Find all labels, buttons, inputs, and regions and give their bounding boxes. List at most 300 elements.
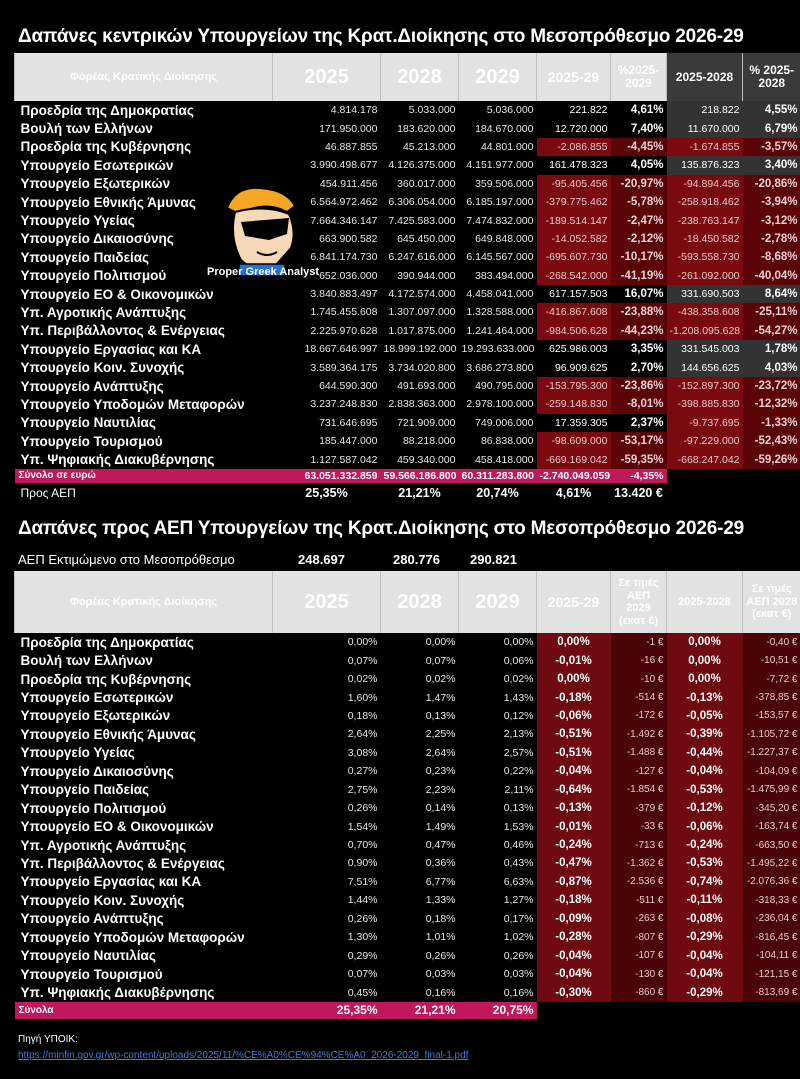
eur-2029: -860 €	[611, 983, 667, 1001]
diff-2028: 11.670.000	[667, 119, 743, 137]
agency-name: Υπουργείο Παιδείας	[20, 249, 150, 265]
value-2025: 2.225.970.628	[310, 324, 378, 337]
diff-2028: -0,53%	[667, 854, 743, 872]
gdp-estimate-2029: 290.821	[470, 552, 517, 567]
value-2025: 4.814.178	[330, 104, 378, 117]
value-2028: 721.909.000	[397, 416, 456, 429]
ratio-2025: 7,51%	[347, 875, 378, 888]
ratio-2029: 0,12%	[503, 709, 534, 722]
ratio-2028: 1,01%	[425, 931, 456, 944]
ratio-2028: 0,00%	[425, 636, 456, 649]
table-row	[15, 799, 800, 817]
value-2029: 184.670.000	[475, 122, 534, 135]
header-pct-2028: % 2025-2028	[743, 53, 800, 101]
table-row	[15, 138, 800, 156]
ratio-2028: 0,14%	[425, 802, 456, 815]
ratio-2028: 0,02%	[425, 673, 456, 686]
pct-2028: -25,11%	[743, 303, 800, 321]
eur-2028: -816,45 €	[743, 928, 800, 946]
pct-2028: 6,79%	[743, 119, 800, 137]
header-agency: Φορέας Κρατικής Διοίκησης	[15, 53, 273, 101]
ratio-2029: 0,16%	[503, 986, 534, 999]
ratio-2028: 0,03%	[425, 968, 456, 981]
value-2029: 649.848.000	[475, 232, 534, 245]
source-link[interactable]: https://minfin.gov.gr/wp-content/uploads/2025/11/%CE%A0%CE%94%CE%A0_2026-2029_final-1.pdf	[18, 1050, 469, 1061]
value-2028: 360.017.000	[397, 177, 456, 190]
agency-name: Υπουργείο ΕΟ & Οικονομικών	[20, 286, 214, 302]
eur-2028: -121,15 €	[743, 965, 800, 983]
diff-2028: -0,39%	[667, 725, 743, 743]
ratio-2028: 0,07%	[425, 654, 456, 667]
eur-2029: -807 €	[611, 928, 667, 946]
eur-2028: -318,33 €	[743, 891, 800, 909]
diff-2029: -0,24%	[537, 836, 611, 854]
total-row	[15, 1002, 800, 1019]
header-2029: 2029	[459, 53, 537, 101]
diff-2029: -0,04%	[537, 946, 611, 964]
diff-2029: 161.478.323	[537, 156, 611, 174]
value-2028: 6.247.616.000	[388, 251, 456, 264]
pct-2029: -4,45%	[611, 138, 667, 156]
diff-2028: -0,29%	[667, 928, 743, 946]
ratio-2029: 0,00%	[503, 636, 534, 649]
table-row	[15, 946, 800, 964]
value-2028: 645.450.000	[397, 232, 456, 245]
pct-2029: -23,88%	[611, 303, 667, 321]
table-row	[15, 983, 800, 1001]
diff-2028: -1.208.095.628	[667, 322, 743, 340]
table-row	[15, 965, 800, 983]
table-row	[15, 873, 800, 891]
eur-2028: -104,11 €	[743, 946, 800, 964]
table-row	[15, 854, 800, 872]
pct-2028: -2,78%	[743, 230, 800, 248]
gdp-diff-2029: 4,61%	[555, 485, 592, 500]
value-2029: 1.328.588.000	[466, 306, 534, 319]
diff-2028: 0,00%	[667, 670, 743, 688]
ratio-2025: 0,90%	[347, 857, 378, 870]
diff-2029: 0,00%	[537, 670, 611, 688]
agency-name: Υπουργείο Εσωτερικών	[20, 157, 174, 173]
eur-2028: -153,57 €	[743, 707, 800, 725]
ratio-2025: 0,70%	[347, 839, 378, 852]
pct-2029: -59,35%	[611, 450, 667, 468]
value-2029: 5.036.000	[486, 104, 534, 117]
table-row	[15, 119, 800, 137]
table2-title: Δαπάνες προς ΑΕΠ Υπουργείων της Κρατ.Διοίκησης στο Μεσοπρόθεσμο 2026-29	[18, 518, 744, 539]
agency-name: Υπουργείο Ναυτιλίας	[20, 415, 156, 431]
agency-name: Υπουργείο Εθνικής Άμυνας	[20, 194, 196, 210]
agency-name: Υπουργείο Υγείας	[20, 213, 135, 229]
value-2028: 2.838.363.000	[388, 398, 456, 411]
diff-2028: -258.918.462	[667, 193, 743, 211]
agency-name: Υπουργείο Δικαιοσύνης	[20, 763, 174, 779]
pct-2029: -23,86%	[611, 377, 667, 395]
diff-2029: -0,01%	[537, 817, 611, 835]
table-row	[15, 725, 800, 743]
diff-2029: -153.795.300	[537, 377, 611, 395]
total-diff-2029: -2.740.049.059	[537, 469, 611, 483]
total-2025: 25,35%	[273, 1002, 381, 1019]
diff-2028: -0,05%	[667, 707, 743, 725]
eur-2028: -1.227,37 €	[743, 744, 800, 762]
table1-header-row	[15, 53, 800, 101]
eur-2028: -1.475,99 €	[743, 781, 800, 799]
eur-2029: -1 €	[611, 633, 667, 651]
value-2028: 88.218.000	[402, 435, 456, 448]
value-2029: 44.801.000	[480, 140, 534, 153]
pct-2029: -20,97%	[611, 175, 667, 193]
ratio-2029: 0,03%	[503, 968, 534, 981]
diff-2028: -152.897.300	[667, 377, 743, 395]
agency-name: Υπ. Περιβάλλοντος & Ενέργειας	[20, 855, 225, 871]
value-2028: 459.340.000	[397, 453, 456, 466]
pct-2028: 4,55%	[743, 101, 800, 119]
diff-2028: -0,74%	[667, 873, 743, 891]
pct-2029: -41,19%	[611, 267, 667, 285]
total-label: Σύνολο σε ευρώ	[15, 469, 273, 483]
value-2029: 3.686.273.800	[466, 361, 534, 374]
diff-2029: -0,04%	[537, 762, 611, 780]
diff-2028: 0,00%	[667, 651, 743, 669]
ratio-2029: 0,17%	[503, 912, 534, 925]
diff-2028: -9.737.695	[667, 414, 743, 432]
ratio-2025: 0,07%	[347, 654, 378, 667]
ratio-2029: 0,46%	[503, 839, 534, 852]
diff-2029: -259.148.830	[537, 395, 611, 413]
diff-2028: -438.358.608	[667, 303, 743, 321]
eur-2029: -107 €	[611, 946, 667, 964]
eur-2029: -379 €	[611, 799, 667, 817]
diff-2028: 135.876.323	[667, 156, 743, 174]
pct-2028: -23,72%	[743, 377, 800, 395]
gdp-estimate-2025: 248.697	[298, 552, 345, 567]
diff-2029: -0,47%	[537, 854, 611, 872]
diff-2028: -668.247.042	[667, 450, 743, 468]
diff-2028: -0,11%	[667, 891, 743, 909]
diff-2028: 218.822	[667, 101, 743, 119]
agency-name: Υπουργείο ΕΟ & Οικονομικών	[20, 819, 214, 835]
header-2029: 2029	[459, 571, 537, 633]
table-row	[15, 891, 800, 909]
value-2029: 1.241.464.000	[466, 324, 534, 337]
total-2025: 63.051.332.859	[273, 469, 381, 483]
diff-2028: -0,44%	[667, 744, 743, 762]
total-2029: 20,75%	[459, 1002, 537, 1019]
ratio-2025: 0,07%	[347, 968, 378, 981]
table-row	[15, 817, 800, 835]
ratio-2028: 0,47%	[425, 839, 456, 852]
value-2025: 3.990.498.677	[310, 159, 378, 172]
eur-2029: -263 €	[611, 910, 667, 928]
ratio-2029: 6,63%	[503, 875, 534, 888]
eur-2029: -127 €	[611, 762, 667, 780]
header-eur-2028: Σε τιμές ΑΕΠ 2028 (εκατ €)	[743, 571, 800, 633]
agency-name: Υπ. Ψηφιακής Διακυβέρνησης	[20, 452, 215, 468]
value-2029: 4.458.041.000	[466, 288, 534, 301]
table-row	[15, 688, 800, 706]
ratio-2028: 0,26%	[425, 949, 456, 962]
agency-name: Υπουργείο Τουρισμού	[20, 966, 163, 982]
eur-2029: -2.536 €	[611, 873, 667, 891]
table-row	[15, 230, 800, 248]
value-2025: 1.127.587.042	[310, 453, 378, 466]
table-row	[15, 928, 800, 946]
table-row	[15, 193, 800, 211]
ratio-2029: 2,13%	[503, 728, 534, 741]
total-2029: 60.311.283.800	[459, 469, 537, 483]
value-2025: 171.950.000	[319, 122, 378, 135]
diff-2029: -695.607.730	[537, 248, 611, 266]
watermark-text: Proper Greek Analyst	[207, 266, 320, 278]
diff-2029: -984.506.628	[537, 322, 611, 340]
pct-2029: 4,61%	[611, 101, 667, 119]
ratio-2029: 0,26%	[503, 949, 534, 962]
pct-2029: 3,35%	[611, 340, 667, 358]
eur-2028: -163,74 €	[743, 817, 800, 835]
table-row	[15, 248, 800, 266]
eur-2028: -1.495,22 €	[743, 854, 800, 872]
agency-name: Υπουργείο Ναυτιλίας	[20, 948, 156, 964]
ratio-2029: 0,43%	[503, 857, 534, 870]
value-2025: 185.447.000	[319, 435, 378, 448]
agency-name: Προεδρία της Κυβέρνησης	[20, 671, 192, 687]
table-row	[15, 836, 800, 854]
diff-2029: 617.157.503	[537, 285, 611, 303]
ratio-2029: 1,43%	[503, 691, 534, 704]
pct-2029: -10,17%	[611, 248, 667, 266]
ratio-2025: 1,54%	[347, 820, 378, 833]
agency-name: Υπουργείο Ανάπτυξης	[20, 378, 164, 394]
pct-2029: 2,37%	[611, 414, 667, 432]
ratio-2028: 2,64%	[425, 746, 456, 759]
ratio-2029: 0,22%	[503, 765, 534, 778]
ratio-2025: 1,44%	[347, 894, 378, 907]
diff-2028: 331.545.003	[667, 340, 743, 358]
agency-name: Προεδρία της Δημοκρατίας	[20, 102, 194, 118]
diff-2029: -0,01%	[537, 651, 611, 669]
ratio-2025: 3,08%	[347, 746, 378, 759]
diff-2028: -0,13%	[667, 688, 743, 706]
diff-2029: -98.609.000	[537, 432, 611, 450]
agency-name: Υπ. Ψηφιακής Διακυβέρνησης	[20, 985, 215, 1001]
diff-2028: -238.763.147	[667, 211, 743, 229]
header-diff-2028: 2025-2028	[667, 53, 743, 101]
pct-2028: 1,78%	[743, 340, 800, 358]
ratio-2028: 0,23%	[425, 765, 456, 778]
ratio-2028: 6,77%	[425, 875, 456, 888]
value-2025: 644.590.300	[319, 380, 378, 393]
ratio-2025: 2,75%	[347, 783, 378, 796]
analyst-cartoon-icon	[205, 178, 315, 278]
value-2028: 6.306.054.000	[388, 196, 456, 209]
agency-name: Προεδρία της Κυβέρνησης	[20, 139, 192, 155]
eur-2028: -7,72 €	[743, 670, 800, 688]
table-row	[15, 450, 800, 468]
gdp-label: Προς ΑΕΠ	[20, 485, 76, 500]
value-2028: 3.734.020.800	[388, 361, 456, 374]
table-row	[15, 101, 800, 119]
agency-name: Υπουργείο Εσωτερικών	[20, 690, 174, 706]
diff-2029: -0,30%	[537, 983, 611, 1001]
ratio-2029: 0,06%	[503, 654, 534, 667]
diff-2029: -189.514.147	[537, 211, 611, 229]
table-row	[15, 395, 800, 413]
diff-2029: -0,09%	[537, 910, 611, 928]
table1-title: Δαπάνες κεντρικών Υπουργείων της Κρατ.Διοίκησης στο Μεσοπρόθεσμο 2026-29	[18, 26, 744, 47]
diff-2028: 331.690.503	[667, 285, 743, 303]
header-2028: 2028	[381, 571, 459, 633]
ratio-2025: 0,27%	[347, 765, 378, 778]
diff-2029: 0,00%	[537, 633, 611, 651]
value-2025: 1.745.455.608	[310, 306, 378, 319]
ratio-2029: 1,02%	[503, 931, 534, 944]
table-row	[15, 156, 800, 174]
agency-name: Υπουργείο Υποδομών Μεταφορών	[20, 929, 245, 945]
eur-2028: -10,51 €	[743, 651, 800, 669]
diff-2029: 12.720.000	[537, 119, 611, 137]
diff-2028: -0,04%	[667, 965, 743, 983]
agency-name: Υπουργείο Ανάπτυξης	[20, 911, 164, 927]
agency-name: Υπ. Αγροτικής Ανάπτυξης	[20, 837, 187, 853]
eur-2028: -1.105,72 €	[743, 725, 800, 743]
value-2028: 5.033.000	[408, 104, 456, 117]
value-2029: 383.494.000	[475, 269, 534, 282]
eur-2029: -1.492 €	[611, 725, 667, 743]
gdp-2028: 21,21%	[398, 485, 441, 500]
diff-2028: -398.885.830	[667, 395, 743, 413]
pct-2029: -8,01%	[611, 395, 667, 413]
diff-2028: -0,08%	[667, 910, 743, 928]
ratio-2029: 2,11%	[504, 783, 534, 796]
diff-2029: -416.867.608	[537, 303, 611, 321]
diff-2029: 96.909.625	[537, 358, 611, 376]
gdp-ratio-row	[15, 483, 800, 503]
agency-name: Υπουργείο Παιδείας	[20, 782, 150, 798]
table-row	[15, 651, 800, 669]
diff-2028: -18.450.582	[667, 230, 743, 248]
header-2025: 2025	[273, 571, 381, 633]
value-2025: 18.667.646.997	[304, 343, 378, 356]
pct-2029: 4,05%	[611, 156, 667, 174]
diff-2029: -0,18%	[537, 688, 611, 706]
pct-2028: -3,94%	[743, 193, 800, 211]
value-2028: 7.425.583.000	[388, 214, 456, 227]
value-2025: 6.564.972.462	[310, 196, 378, 209]
pct-2028: -59,26%	[743, 450, 800, 468]
ratio-2028: 1,49%	[425, 820, 456, 833]
agency-name: Υπουργείο Δικαιοσύνης	[20, 231, 174, 247]
diff-2029: 221.822	[537, 101, 611, 119]
header-diff-2028: 2025-2028	[667, 571, 743, 633]
ratio-2028: 1,33%	[425, 894, 456, 907]
diff-2028: -0,24%	[667, 836, 743, 854]
table-row	[15, 781, 800, 799]
pct-2028: -1,33%	[743, 414, 800, 432]
diff-2029: -0,13%	[537, 799, 611, 817]
agency-name: Βουλή των Ελλήνων	[20, 653, 153, 669]
eur-2028: -0,40 €	[743, 633, 800, 651]
ratio-2029: 2,57%	[503, 746, 534, 759]
pct-2028: -54,27%	[743, 322, 800, 340]
ratio-2028: 2,23%	[425, 783, 456, 796]
pct-2028: -3,57%	[743, 138, 800, 156]
value-2029: 7.474.832.000	[466, 214, 534, 227]
diff-2029: -0,18%	[537, 891, 611, 909]
value-2028: 390.944.000	[397, 269, 456, 282]
eur-2029: -511 €	[611, 891, 667, 909]
diff-2029: -0,04%	[537, 965, 611, 983]
value-2029: 19.293.633.000	[461, 343, 535, 356]
value-2025: 663.900.582	[319, 232, 378, 245]
value-2028: 1.017.875.000	[388, 324, 456, 337]
total-row	[15, 469, 800, 483]
pct-2029: 16,07%	[611, 285, 667, 303]
table-row	[15, 322, 800, 340]
diff-2029: -0,51%	[537, 725, 611, 743]
agency-name: Υπουργείο Υποδομών Μεταφορών	[20, 396, 245, 412]
agency-name: Υπουργείο Πολιτισμού	[20, 268, 167, 284]
diff-2029: 17.359.305	[537, 414, 611, 432]
eur-2028: -236,04 €	[743, 910, 800, 928]
value-2029: 359.506.000	[475, 177, 534, 190]
pct-2028: 3,40%	[743, 156, 800, 174]
diff-2028: -1.674.855	[667, 138, 743, 156]
gdp-ratio-table	[14, 571, 800, 1019]
gdp-2025: 25,35%	[305, 485, 348, 500]
eur-2029: -10 €	[611, 670, 667, 688]
diff-2028: -97.229.000	[667, 432, 743, 450]
ratio-2025: 1,30%	[347, 931, 378, 944]
table-row	[15, 414, 800, 432]
eur-2029: -33 €	[611, 817, 667, 835]
diff-2028: 144.656.625	[667, 358, 743, 376]
value-2025: 3.589.364.175	[310, 361, 378, 374]
diff-2029: -379.775.462	[537, 193, 611, 211]
value-2028: 4.172.574.000	[388, 288, 456, 301]
diff-2029: -0,51%	[537, 744, 611, 762]
table-row	[15, 762, 800, 780]
eur-2028: -813,69 €	[743, 983, 800, 1001]
eur-2029: -713 €	[611, 836, 667, 854]
ratio-2029: 0,13%	[503, 802, 534, 815]
value-2025: 454.911.456	[319, 177, 378, 190]
value-2025: 3.237.248.830	[310, 398, 378, 411]
total-2028: 59.566.186.800	[381, 469, 459, 483]
pct-2029: -2,12%	[611, 230, 667, 248]
ratio-2025: 0,26%	[347, 802, 378, 815]
value-2025: 46.887.855	[324, 140, 378, 153]
pct-2028: -3,12%	[743, 211, 800, 229]
pct-2028: 8,64%	[743, 285, 800, 303]
table-row	[15, 285, 800, 303]
eur-2029: -130 €	[611, 965, 667, 983]
pct-2029: -5,78%	[611, 193, 667, 211]
eur-2029: -1.854 €	[611, 781, 667, 799]
value-2029: 6.185.197.000	[466, 196, 534, 209]
diff-2028: -0,06%	[667, 817, 743, 835]
diff-2028: 0,00%	[667, 633, 743, 651]
pct-2029: -44,23%	[611, 322, 667, 340]
value-2025: 6.841.174.730	[310, 251, 378, 264]
table-row	[15, 432, 800, 450]
pct-2028: -52,43%	[743, 432, 800, 450]
pct-2028: -8,68%	[743, 248, 800, 266]
diff-2029: -0,28%	[537, 928, 611, 946]
ratio-2025: 0,00%	[347, 636, 378, 649]
pct-2028: -40,04%	[743, 267, 800, 285]
ratio-2025: 1,60%	[347, 691, 378, 704]
